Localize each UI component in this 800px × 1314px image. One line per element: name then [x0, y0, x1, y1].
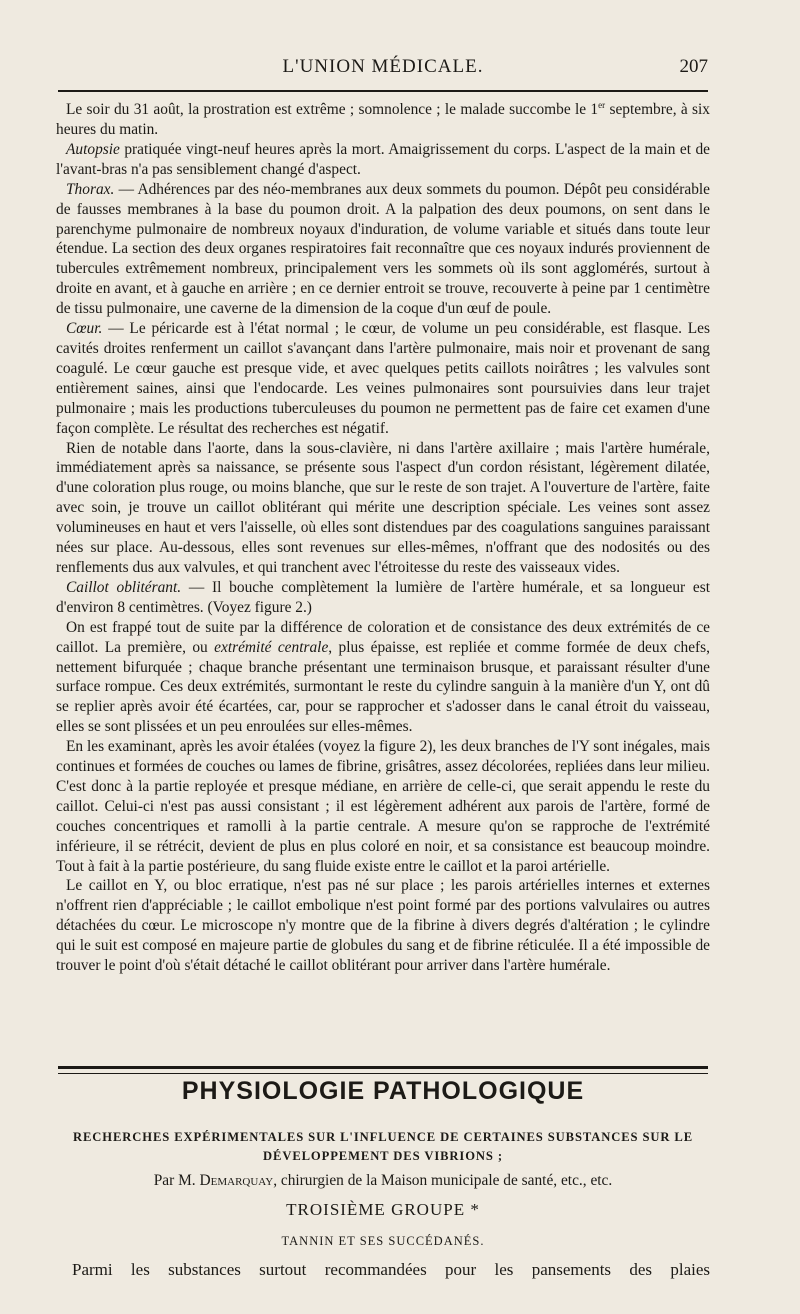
paragraph-heading: Autopsie: [66, 140, 120, 158]
paragraph: [56, 180, 710, 319]
paragraph-heading: Cœur.: [66, 320, 103, 338]
header-rule: [58, 90, 708, 92]
paragraph-heading: Caillot oblitérant.: [66, 578, 182, 596]
paragraph-heading: Thorax.: [66, 180, 115, 198]
paragraph: [56, 737, 710, 876]
paragraph-text: — Adhérences par des néo-membranes aux deux sommets du poumon. Dépôt peu considérable de fausses membranes à la base du poumon droit. A la palpation des deux poumons, on sent dans le parenchyme pulmonaire de nombreux noyaux d'induration, de volume variable et situés dans toute leur étendue. La section des deux organes respiratoires fait reconnaître que ces noyaux indurés proviennent de tubercules extrêmement nombreux, principalement vers les sommets où ils sont agglomérés, surtout à droite en avant, et à gauche en arrière ; en ce dernier entroit se trouve, recouverte à peine par 1 centimètre de tissu pulmonaire, une caverne de la dimension de la coque d'un œuf de poule.: [56, 180, 710, 318]
paragraph-text: — Le péricarde est à l'état normal ; le cœur, de volume un peu considérable, est flasque. Les cavités droites renferment un caillot s'avançant dans l'artère pulmonaire, mais noir et provenant de sang coagulé. Le cœur gauche est presque vide, et avec quelques petits caillots noirâtres ; les valvules sont entièrement saines, ainsi que l'endocarde. Les veines pulmonaires sont poursuivies dans leur trajet pulmonaire ; mais les productions tuberculeuses du poumon ne permettent pas de faire cet examen d'une façon complète. Le résultat des recherches est négatif.: [56, 320, 710, 437]
byline-prefix: Par M.: [153, 1172, 196, 1189]
case-report-text: [56, 96, 710, 976]
paragraph-text: Rien de notable dans l'aorte, dans la sous-clavière, ni dans l'artère axillaire ; mais l'artère humérale, immédiatement après sa naissance, se présente sous l'aspect d'un cordon résistant, légèrement dilatée, d'une coloration plus rouge, ou moins blanche, que sur le reste de son trajet. A l'ouverture de l'artère, faite avec soin, je trouve un caillot oblitérant qui mérite une description spéciale. Les veines sont assez volumineuses en haut et vers l'aisselle, où elles sont distendues par des coagulations sanguines paraissant nées sur place. Au-dessous, elles sont revenues sur elles-mêmes, n'offrant que des nodosités ou des renflements dus aux valvules, et qui tranchent avec l'étroitesse du reste des vaisseaux vides.: [56, 439, 710, 576]
page-number: 207: [679, 56, 708, 77]
section-title: PHYSIOLOGIE PATHOLOGIQUE: [181, 1077, 585, 1105]
paragraph: [56, 319, 710, 438]
article-title: RECHERCHES EXPÉRIMENTALES SUR L'INFLUENCE DE CERTAINES SUBSTANCES SUR LE DÉVELOPPEMENT DES VIBRIONS ;: [72, 1130, 693, 1163]
paragraph: [56, 96, 710, 140]
paragraph-text: — Il bouche complètement la lumière de l'artère humérale, et sa longueur est d'environ 8 centimètres. (Voyez figure 2.): [56, 578, 711, 616]
section-divider: [58, 1066, 708, 1074]
byline-suffix: , chirurgien de la Maison municipale de santé, etc., etc.: [273, 1172, 613, 1189]
paragraph: [56, 578, 710, 618]
paragraph: [56, 876, 710, 976]
subgroup-title: TANNIN ET SES SUCCÉDANÉS.: [281, 1234, 485, 1248]
byline-author: Demarquay: [199, 1172, 274, 1189]
paragraph-text: pratiquée vingt-neuf heures après la mort. Amaigrissement du corps. L'aspect de la main et de l'avant-bras n'a pas sensiblement changé d'aspect.: [56, 140, 710, 178]
paragraph: [56, 618, 710, 737]
paragraph-text: On est frappé tout de suite par la différence de coloration et de consistance des deux extrémités de ce caillot. La première, ou extrémité centrale, plus épaisse, est repliée et comme formée de deux chefs, nettement bifurquée ; chaque branche présentant une terminaison brusque, et paraissant résulter d'une surface rompue. Ces deux extrémités, surmontant le reste du cylindre sanguin à la manière d'un Y, ont dû se replier après avoir été écartées, car, pour se rapprocher et s'adosser dans le canal étroit du vaisseau, elles se sont plissées et un peu enroulées sur elles-mêmes.: [56, 618, 711, 736]
article-opening-line: Parmi les substances surtout recommandées pour les pansements des plaies: [72, 1260, 710, 1279]
group-title: TROISIÈME GROUPE *: [286, 1200, 480, 1219]
page-header: [58, 54, 708, 82]
paragraph-text: En les examinant, après les avoir étalées (voyez la figure 2), les deux branches de l'Y sont inégales, mais continues et formées de couches ou lames de fibrine, grisâtres, assez décolorées, repliées dans leur milieu. C'est donc à la partie reployée et presque médiane, en arrière de celle-ci, que serait appendu le reste du caillot. Celui-ci n'est pas aussi consistant ; il est légèrement adhérent aux parois de l'artère, formé de couches concentriques et ramolli à la partie centrale. A mesure qu'on se rapproche de l'extrémité inférieure, il se rétrécit, devient de plus en plus coloré en noir, et sa consistance est beaucoup moindre. Tout à fait à la partie postérieure, du sang fluide existe entre le caillot et la paroi artérielle.: [56, 738, 710, 875]
byline: [58, 1172, 708, 1190]
paragraph-text: Le soir du 31 août, la prostration est extrême ; somnolence ; le malade succombe le 1er septembre, à six heures du matin.: [56, 100, 710, 139]
paragraph: [56, 140, 710, 180]
paragraph: [56, 439, 710, 578]
running-title: L'UNION MÉDICALE.: [282, 56, 484, 77]
paragraph-text: Le caillot en Y, ou bloc erratique, n'est pas né sur place ; les parois artérielles internes et externes n'offrent rien d'appréciable ; le caillot embolique n'est point formé par des portions valvulaires ou autres détachées du cœur. Le microscope n'y montre que de la fibrine à divers degrés d'altération ; le cylindre qui le suit est composé en majeure partie de globules du sang et de fibrine réticulée. Il a été impossible de trouver le point d'où s'était détaché le caillot oblitérant pour arriver dans l'artère humérale.: [56, 877, 710, 975]
